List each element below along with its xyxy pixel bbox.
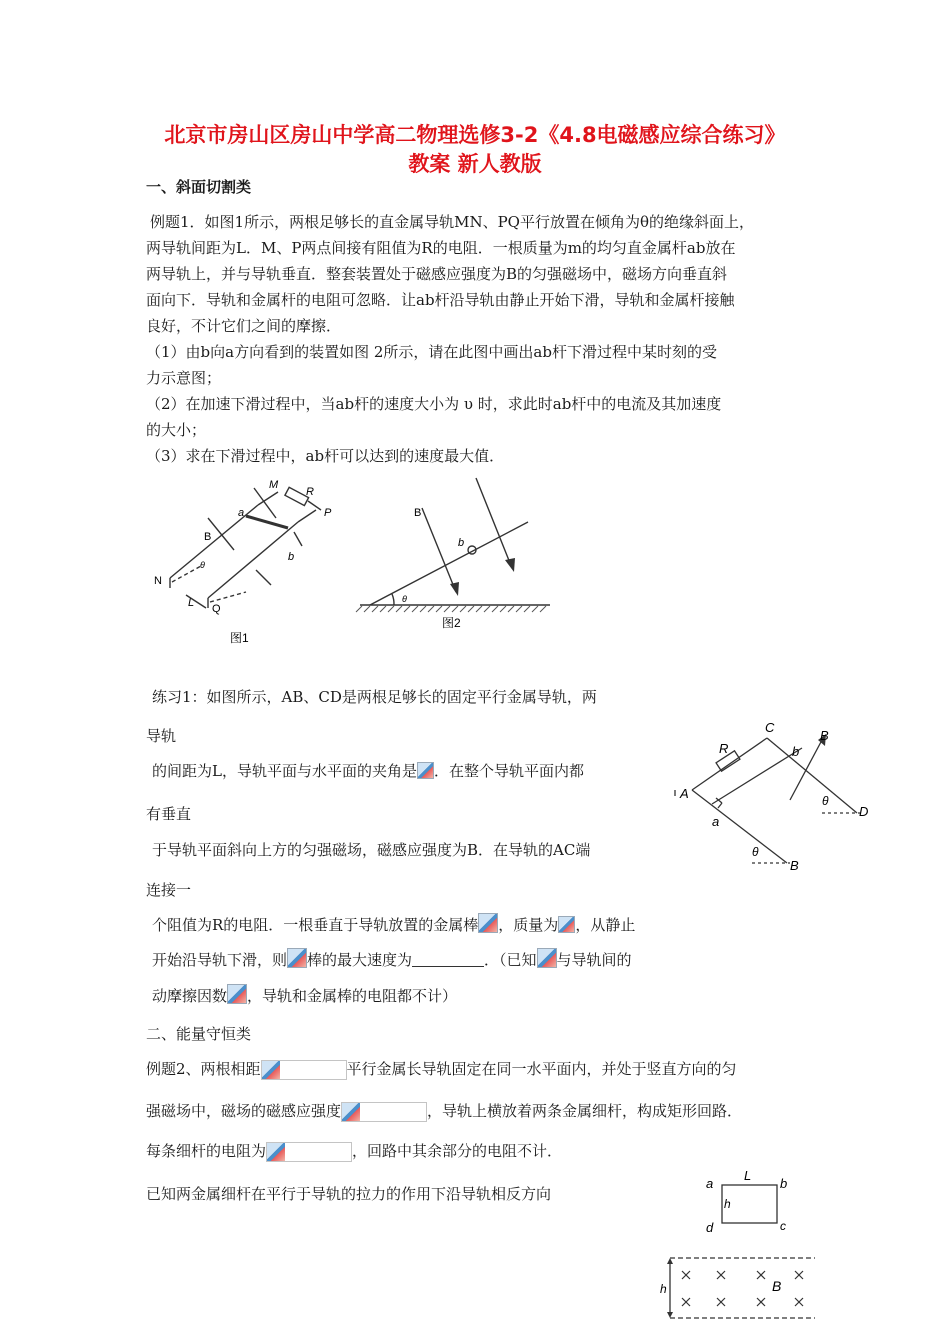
formula-image-box [341, 1102, 427, 1122]
figure-2-side-view [350, 470, 550, 630]
formula-image-icon [417, 762, 434, 779]
formula-image-icon [558, 916, 575, 933]
example2-text: 每条细杆的电阻为 [146, 1142, 267, 1160]
formula-image-box [261, 1060, 347, 1080]
example1-line: 力示意图； [146, 369, 222, 387]
document-title-line1: 北京市房山区房山中学高二物理选修3-2《4.8电磁感应综合练习》 [164, 123, 786, 147]
formula-image-icon [537, 948, 557, 968]
ex1-fig-label: B [790, 858, 799, 873]
fig2-arrowhead [450, 582, 459, 596]
fig2-label: B [414, 507, 422, 519]
fig1-label: a [238, 507, 245, 519]
fig1-label: b [288, 551, 295, 563]
ex1-fig-label: B [820, 728, 829, 743]
fig1-label: M [269, 479, 279, 491]
section-heading-incline: 一、斜面切割类 [146, 178, 252, 196]
formula-image-icon [227, 984, 247, 1004]
ex2-fig-label: b [780, 1176, 788, 1191]
fig1-label: B [204, 531, 212, 543]
ex1-fig-label: D [859, 804, 869, 819]
exercise1-text: ．（已知 [484, 951, 537, 969]
answer-blank[interactable] [412, 950, 484, 967]
fig1-label: P [324, 507, 332, 519]
exercise1-line: 连接一 [146, 881, 192, 899]
example1-line: 的大小； [146, 421, 207, 439]
fig1-label: Q [212, 603, 221, 615]
ex2-fig-label: d [706, 1220, 714, 1235]
formula-image-icon [262, 1061, 280, 1079]
ex2-fig-label: B [772, 1278, 782, 1294]
ex2-fig-label: L [744, 1168, 752, 1183]
example1-line: 例题1．如图1所示，两根足够长的直金属导轨MN、PQ平行放置在倾角为θ的绝缘斜面上， [150, 213, 754, 231]
example1-line: 良好，不计它们之间的摩擦． [146, 317, 342, 335]
figure-1-incline-rails [146, 470, 346, 650]
exercise1-line [152, 983, 457, 1009]
exercise1-text: 棒的最大速度为 [307, 951, 413, 969]
example2-text: 平行金属长导轨固定在同一水平面内，并处于竖直方向的匀 [346, 1060, 737, 1078]
example2-line [146, 1098, 742, 1124]
dimension-arrowhead [667, 1312, 673, 1318]
example2-text: 例题2、两根相距 [146, 1060, 261, 1078]
ex1-fig-label: A [680, 786, 689, 801]
ex1-fig-label: a [712, 814, 720, 829]
fig1-label: θ [200, 560, 205, 570]
exercise1-text: ．在整个导轨平面内都 [433, 762, 584, 780]
exercise1-text: ，质量为 [498, 916, 559, 934]
formula-image-icon [342, 1103, 360, 1121]
example1-question-2: （2）在加速下滑过程中，当ab杆的速度大小为 υ 时，求此时ab杆中的电流及其加速度 [146, 395, 722, 413]
fig1-caption: 图1 [230, 631, 249, 645]
ex2-fig-label: c [780, 1219, 786, 1233]
fig2-arrowhead [505, 558, 515, 572]
exercise1-text: 动摩擦因数 [152, 987, 228, 1005]
example2-text: ，导轨上横放着两条金属细杆，构成矩形回路． [427, 1102, 743, 1120]
ex1-fig-label: θ [752, 845, 759, 859]
exercise1-text: ，从静止 [575, 916, 636, 934]
exercise1-figure-rails [672, 718, 882, 883]
ex1-fig-label: C [765, 720, 775, 735]
ex2-fig-label: h [724, 1197, 731, 1211]
exercise1-text: 个阻值为R的电阻．一根垂直于导轨放置的金属棒 [152, 916, 479, 934]
formula-image-icon [478, 913, 498, 933]
example2-line [146, 1056, 737, 1082]
exercise1-line [152, 947, 632, 973]
ex2-fig-label: a [706, 1176, 714, 1191]
example2-text: 强磁场中，磁场的磁感应强度 [146, 1102, 342, 1120]
exercise1-line: 导轨 [146, 727, 177, 745]
example1-paragraph [146, 209, 754, 469]
example1-line: 两导轨上，并与导轨垂直．整套装置处于磁感应强度为B的匀强磁场中，磁场方向垂直斜 [146, 265, 728, 283]
fig1-label: N [154, 575, 162, 587]
fig2-label: b [458, 537, 465, 549]
exercise1-text: 的间距为L，导轨平面与水平面的夹角是 [152, 762, 417, 780]
exercise1-line [152, 758, 584, 784]
exercise1-text: ，导轨和金属棒的电阻都不计） [247, 987, 458, 1005]
example1-question-3: （3）求在下滑过程中，ab杆可以达到的速度最大值． [146, 447, 505, 465]
example2-line [146, 1138, 562, 1164]
example1-line: 两导轨间距为L．M、P两点间接有阻值为R的电阻．一根质量为m的均匀直金属杆ab放在 [146, 239, 736, 257]
example2-text: ，回路中其余部分的电阻不计． [352, 1142, 563, 1160]
dimension-arrowhead [667, 1258, 673, 1264]
example1-line: 面向下．导轨和金属杆的电阻可忽略．让ab杆沿导轨由静止开始下滑，导轨和金属杆接触 [146, 291, 735, 309]
fig1-label: L [188, 597, 195, 609]
exercise1-line: 练习1：如图所示，AB、CD是两根足够长的固定平行金属导轨，两 [152, 688, 597, 706]
exercise1-line [152, 912, 635, 938]
fig1-label: R [306, 486, 314, 498]
ex1-fig-label: θ [822, 794, 829, 808]
example2-figure-loop [660, 1160, 820, 1340]
ex2-fig-label: h [660, 1282, 667, 1296]
exercise1-line: 于导轨平面斜向上方的匀强磁场，磁感应强度为B．在导轨的AC端 [152, 841, 591, 859]
exercise1-text: 与导轨间的 [556, 951, 632, 969]
fig2-label: θ [402, 594, 407, 604]
document-title-line2: 教案 新人教版 [408, 152, 542, 176]
ex1-fig-label: R [719, 741, 729, 756]
ex1-fig-label: b [792, 744, 800, 759]
example2-line: 已知两金属细杆在平行于导轨的拉力的作用下沿导轨相反方向 [146, 1185, 552, 1203]
formula-image-box [266, 1142, 352, 1162]
section-heading-energy: 二、能量守恒类 [146, 1025, 252, 1043]
exercise1-line: 有垂直 [146, 805, 192, 823]
fig2-caption: 图2 [442, 616, 461, 630]
formula-image-icon [267, 1143, 285, 1161]
example1-question-1: （1）由b向a方向看到的装置如图 2所示，请在此图中画出ab杆下滑过程中某时刻的受 [146, 343, 717, 361]
formula-image-icon [287, 948, 307, 968]
exercise1-text: 开始沿导轨下滑，则 [152, 951, 288, 969]
